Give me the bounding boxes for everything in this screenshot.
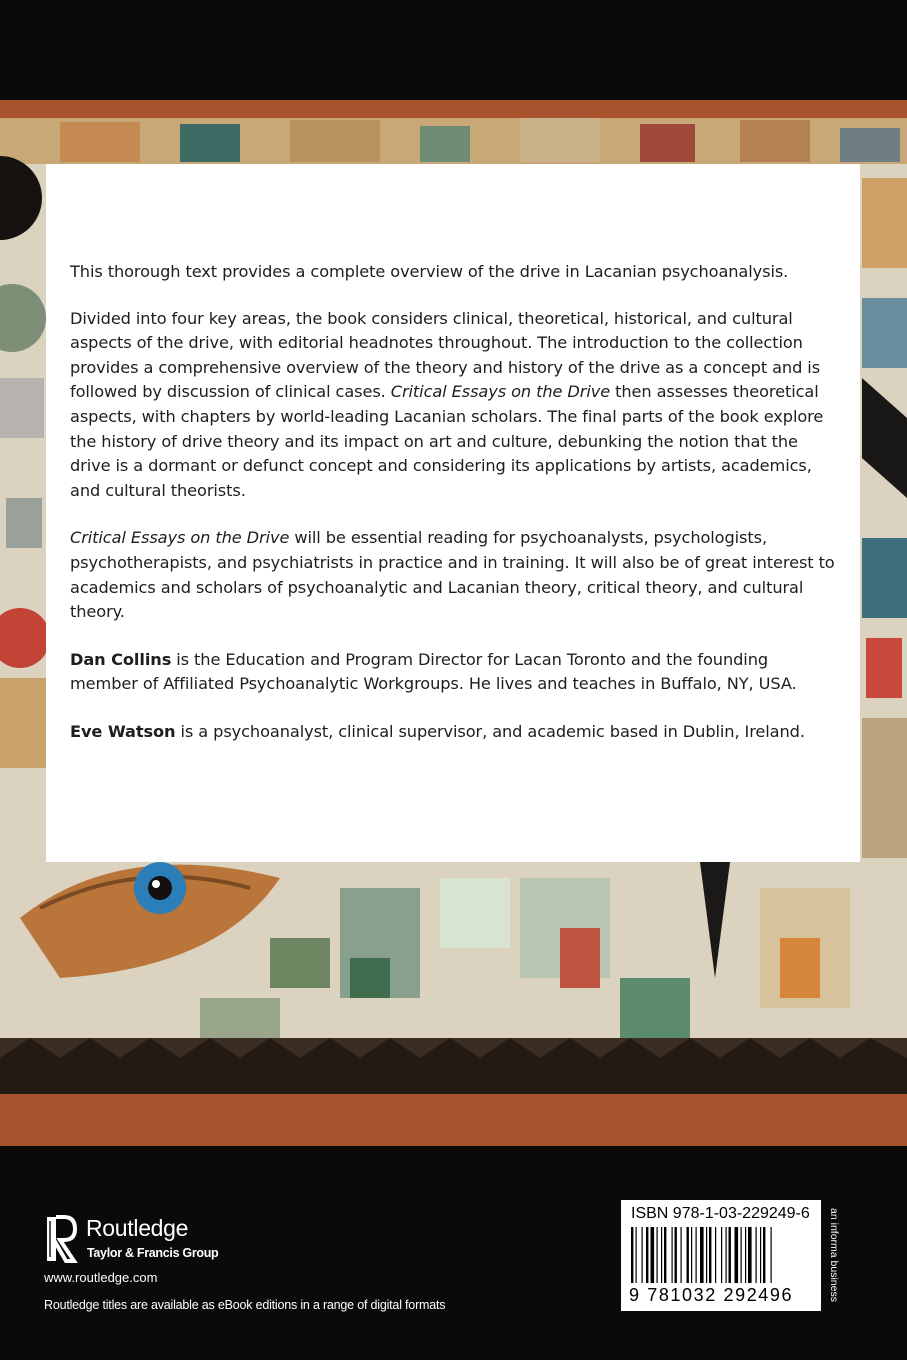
author-bio-collins: Dan Collins is the Education and Program Director for Lacan Toronto and the founding member of Affiliated Psychoanalytic Workgroups. He lives and teaches in Buffalo, NY, USA. (70, 649, 797, 694)
barcode-bar (631, 1227, 633, 1283)
barcode-bar (681, 1227, 682, 1283)
barcode-bar (661, 1227, 662, 1283)
author-name: Dan Collins (70, 649, 172, 669)
bottom-rust-band (0, 1094, 907, 1146)
barcode-bar (700, 1227, 704, 1283)
barcode-digits: 9 781032 292496 (629, 1285, 794, 1305)
routledge-r-logo-icon (44, 1213, 78, 1265)
publisher-group: Taylor & Francis Group (87, 1246, 219, 1260)
barcode-bar (735, 1227, 739, 1283)
barcode-bar (642, 1227, 643, 1283)
barcode-bar (696, 1227, 697, 1283)
publisher-name: Routledge (86, 1215, 189, 1241)
barcode-bar (636, 1227, 637, 1283)
isbn-barcode (621, 1200, 821, 1311)
isbn-label: ISBN 978-1-03-229249-6 (631, 1205, 810, 1222)
top-black-strip (0, 0, 907, 100)
barcode-bar (748, 1227, 752, 1283)
book-title-italic: Critical Essays on the Drive (70, 528, 290, 548)
barcode-bar (715, 1227, 716, 1283)
audience-paragraph: Critical Essays on the Drive will be essential reading for psychoanalysts, psychologists, psychotherapists, and psychiatrists in practice and in training. It will also be of great interest to academics and scholars of psychoanalytic and Lacanian theory, critical theory, and cultural theory. (70, 528, 835, 622)
barcode-bar (657, 1227, 658, 1283)
barcode-bar (721, 1227, 722, 1283)
description-panel (46, 164, 860, 862)
barcode-icon (627, 1227, 815, 1285)
barcode-bar (664, 1227, 666, 1283)
barcode-bar (745, 1227, 746, 1283)
overview-paragraph: Divided into four key areas, the book considers clinical, theoretical, historical, and cultural aspects of the drive, with editorial headnotes throughout. The introduction to the collection provides a comprehensive overview of the theory and history of the drive as a concept and is followed by discussion of clinical cases. Critical Essays on the Drive then assesses theoretical aspects, with chapters by world-leading Lacanian scholars. The final parts of the book explore the history of drive theory and its impact on art and culture, debunking the notion that the drive is a dormant or defunct concept and considering its applications by artists, academics, and cultural theorists. (70, 308, 824, 500)
informa-business-label: an informa business (828, 1208, 840, 1302)
barcode-bar (709, 1227, 711, 1283)
book-title-italic: Critical Essays on the Drive (390, 382, 611, 402)
barcode-bar (763, 1227, 765, 1283)
top-rust-band (0, 100, 907, 118)
barcode-bar (646, 1227, 648, 1283)
barcode-bar (651, 1227, 655, 1283)
barcode-bar (672, 1227, 673, 1283)
publisher-logo-block[interactable] (44, 1213, 344, 1269)
barcode-bar (741, 1227, 742, 1283)
intro-paragraph: This thorough text provides a complete overview of the drive in Lacanian psychoanalysis. (70, 262, 789, 281)
barcode-bar (760, 1227, 761, 1283)
barcode-bar (706, 1227, 707, 1283)
author-name: Eve Watson (70, 721, 176, 741)
barcode-bar (726, 1227, 727, 1283)
barcode-bar (675, 1227, 677, 1283)
author-bio-watson: Eve Watson is a psychoanalyst, clinical supervisor, and academic based in Dublin, Ireland. (70, 721, 805, 741)
publisher-url[interactable]: www.routledge.com (44, 1270, 158, 1285)
ebook-note: Routledge titles are available as eBook editions in a range of digital formats (44, 1298, 446, 1312)
barcode-bar (771, 1227, 772, 1283)
barcode-bar (756, 1227, 757, 1283)
barcode-bar (687, 1227, 689, 1283)
barcode-bar (729, 1227, 731, 1283)
barcode-bar (691, 1227, 692, 1283)
